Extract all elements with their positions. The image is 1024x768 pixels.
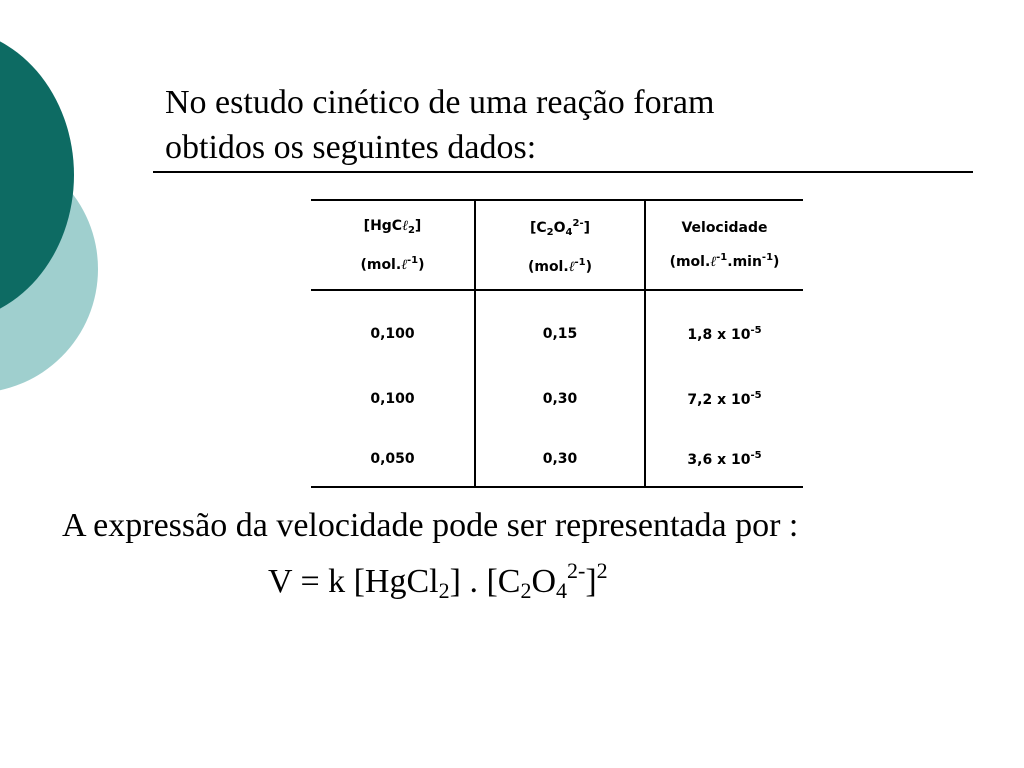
header-c2o4-unit: (mol.ℓ$^{-1}$): [527, 256, 593, 275]
header-velocidade-label: Velocidade: [681, 220, 768, 236]
cell-hgcl2: 0,050: [311, 431, 475, 487]
question-text: A expressão da velocidade pode ser representada por :: [62, 507, 799, 544]
table-row: [311, 431, 803, 487]
cell-c2o4: 0,30: [475, 431, 645, 487]
header-velocidade-unit: $(mol.\ell^{-1}.\min^{-1})$: [669, 252, 780, 270]
table-row: [311, 290, 803, 366]
rate-law-formula: V = k [HgCl$_2$] . $[C_2O_4^{2-}]^2$: [268, 558, 608, 603]
table-header-row: [311, 200, 803, 290]
table-row: [311, 366, 803, 431]
header-c2o4: [475, 200, 645, 290]
cell-velocidade: 1,8 x $10^{-5}$: [687, 324, 762, 343]
cell-c2o4: 0,15: [475, 290, 645, 366]
slide-title: [165, 80, 714, 170]
title-line-1: No estudo cinético de uma reação foram: [165, 84, 715, 121]
title-underline: [153, 171, 973, 173]
kinetics-data-table: [311, 199, 803, 488]
header-hgcl2: [311, 200, 475, 290]
cell-hgcl2: 0,100: [311, 366, 475, 431]
cell-hgcl2: 0,100: [311, 290, 475, 366]
header-hgcl2-unit: (mol.ℓ$^{-1}$): [360, 254, 425, 273]
header-velocidade: [645, 200, 803, 290]
header-hgcl2-label: [HgCℓ$_2$]: [363, 217, 422, 236]
title-line-2: obtidos os seguintes dados:: [165, 129, 537, 166]
header-c2o4-label: $[C_2O_4^{2-}]$: [529, 217, 591, 238]
cell-velocidade: 3,6 x $10^{-5}$: [645, 431, 803, 487]
cell-velocidade: 7,2 x $10^{-5}$: [687, 389, 762, 408]
cell-c2o4: 0,30: [475, 366, 645, 431]
